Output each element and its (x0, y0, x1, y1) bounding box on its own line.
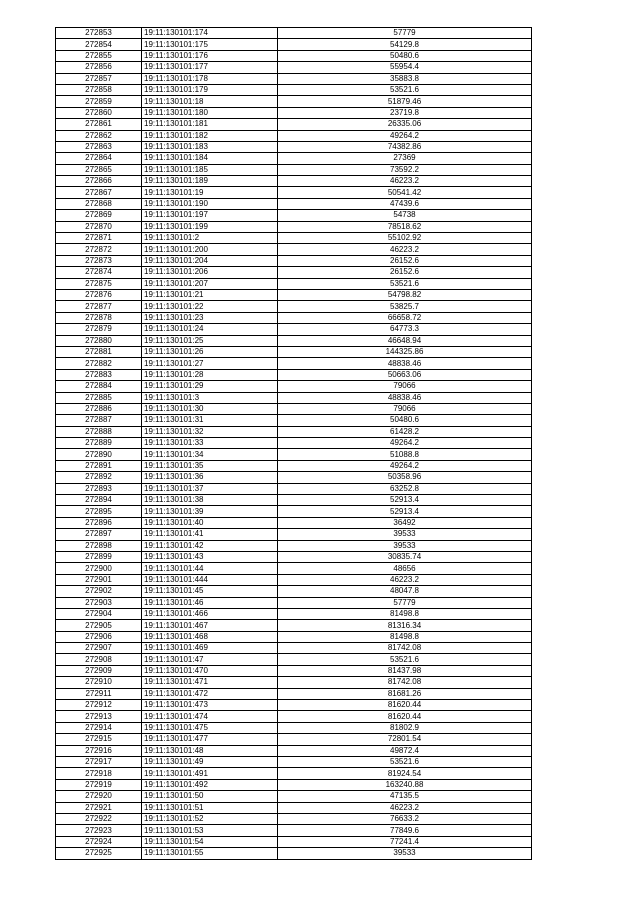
value-cell: 163240.88 (278, 779, 532, 790)
row-id-cell: 272860 (56, 107, 142, 118)
table-row (56, 472, 532, 483)
value-cell: 57779 (278, 597, 532, 608)
cadastral-number-cell: 19:11:130101:175 (142, 39, 278, 50)
table-row (56, 460, 532, 471)
cadastral-number-cell: 19:11:130101:37 (142, 483, 278, 494)
table-row (56, 141, 532, 152)
value-cell: 66658.72 (278, 312, 532, 323)
cadastral-number-cell: 19:11:130101:41 (142, 529, 278, 540)
table-row (56, 700, 532, 711)
cadastral-number-cell: 19:11:130101:19 (142, 187, 278, 198)
value-cell: 78518.62 (278, 221, 532, 232)
cadastral-number-cell: 19:11:130101:34 (142, 449, 278, 460)
table-row (56, 187, 532, 198)
row-id-cell: 272925 (56, 848, 142, 859)
value-cell: 27369 (278, 153, 532, 164)
table-row (56, 802, 532, 813)
value-cell: 39533 (278, 848, 532, 859)
table-row (56, 813, 532, 824)
value-cell: 49872.4 (278, 745, 532, 756)
value-cell: 23719.8 (278, 107, 532, 118)
row-id-cell: 272907 (56, 643, 142, 654)
table-row (56, 358, 532, 369)
value-cell: 73592.2 (278, 164, 532, 175)
value-cell: 46223.2 (278, 244, 532, 255)
table-row (56, 517, 532, 528)
cadastral-number-cell: 19:11:130101:197 (142, 210, 278, 221)
cadastral-number-cell: 19:11:130101:51 (142, 802, 278, 813)
value-cell: 47135.5 (278, 791, 532, 802)
table-row (56, 381, 532, 392)
cadastral-number-cell: 19:11:130101:55 (142, 848, 278, 859)
table-row (56, 73, 532, 84)
table-row (56, 825, 532, 836)
table-row (56, 221, 532, 232)
row-id-cell: 272875 (56, 278, 142, 289)
row-id-cell: 272909 (56, 665, 142, 676)
table-row (56, 495, 532, 506)
cadastral-number-cell: 19:11:130101:25 (142, 335, 278, 346)
cadastral-number-cell: 19:11:130101:32 (142, 426, 278, 437)
row-id-cell: 272862 (56, 130, 142, 141)
row-id-cell: 272904 (56, 608, 142, 619)
row-id-cell: 272861 (56, 119, 142, 130)
table-row (56, 39, 532, 50)
cadastral-number-cell: 19:11:130101:472 (142, 688, 278, 699)
cadastral-number-cell: 19:11:130101:185 (142, 164, 278, 175)
value-cell: 81802.9 (278, 722, 532, 733)
value-cell: 53521.6 (278, 84, 532, 95)
cadastral-number-cell: 19:11:130101:53 (142, 825, 278, 836)
cadastral-number-cell: 19:11:130101:474 (142, 711, 278, 722)
cadastral-number-cell: 19:11:130101:44 (142, 563, 278, 574)
row-id-cell: 272915 (56, 734, 142, 745)
row-id-cell: 272918 (56, 768, 142, 779)
row-id-cell: 272923 (56, 825, 142, 836)
table-row (56, 153, 532, 164)
row-id-cell: 272900 (56, 563, 142, 574)
cadastral-number-cell: 19:11:130101:29 (142, 381, 278, 392)
row-id-cell: 272888 (56, 426, 142, 437)
cadastral-number-cell: 19:11:130101:39 (142, 506, 278, 517)
cadastral-number-cell: 19:11:130101:26 (142, 346, 278, 357)
row-id-cell: 272922 (56, 813, 142, 824)
value-cell: 61428.2 (278, 426, 532, 437)
value-cell: 48656 (278, 563, 532, 574)
table-row (56, 449, 532, 460)
cadastral-number-cell: 19:11:130101:180 (142, 107, 278, 118)
cadastral-number-cell: 19:11:130101:2 (142, 233, 278, 244)
cadastral-number-cell: 19:11:130101:444 (142, 574, 278, 585)
table-row (56, 574, 532, 585)
row-id-cell: 272872 (56, 244, 142, 255)
row-id-cell: 272855 (56, 50, 142, 61)
value-cell: 55102.92 (278, 233, 532, 244)
cadastral-number-cell: 19:11:130101:470 (142, 665, 278, 676)
value-cell: 64773.3 (278, 324, 532, 335)
row-id-cell: 272894 (56, 495, 142, 506)
row-id-cell: 272878 (56, 312, 142, 323)
cadastral-number-cell: 19:11:130101:21 (142, 289, 278, 300)
row-id-cell: 272853 (56, 28, 142, 39)
table-row (56, 164, 532, 175)
table-row (56, 28, 532, 39)
cadastral-number-cell: 19:11:130101:491 (142, 768, 278, 779)
row-id-cell: 272890 (56, 449, 142, 460)
row-id-cell: 272858 (56, 84, 142, 95)
cadastral-number-cell: 19:11:130101:46 (142, 597, 278, 608)
table-row (56, 107, 532, 118)
cadastral-number-cell: 19:11:130101:182 (142, 130, 278, 141)
table-row (56, 198, 532, 209)
cadastral-number-cell: 19:11:130101:52 (142, 813, 278, 824)
value-cell: 36492 (278, 517, 532, 528)
value-cell: 54129.8 (278, 39, 532, 50)
value-cell: 81742.08 (278, 677, 532, 688)
cadastral-number-cell: 19:11:130101:33 (142, 438, 278, 449)
row-id-cell: 272873 (56, 255, 142, 266)
cadastral-number-cell: 19:11:130101:466 (142, 608, 278, 619)
cadastral-number-cell: 19:11:130101:24 (142, 324, 278, 335)
cadastral-number-cell: 19:11:130101:47 (142, 654, 278, 665)
table-row (56, 722, 532, 733)
cadastral-number-cell: 19:11:130101:48 (142, 745, 278, 756)
row-id-cell: 272906 (56, 631, 142, 642)
value-cell: 30835.74 (278, 551, 532, 562)
row-id-cell: 272889 (56, 438, 142, 449)
cadastral-number-cell: 19:11:130101:207 (142, 278, 278, 289)
table-row (56, 392, 532, 403)
table-row (56, 62, 532, 73)
table-row (56, 289, 532, 300)
value-cell: 81924.54 (278, 768, 532, 779)
table-row (56, 665, 532, 676)
row-id-cell: 272865 (56, 164, 142, 175)
table-row (56, 176, 532, 187)
row-id-cell: 272877 (56, 301, 142, 312)
cadastral-number-cell: 19:11:130101:492 (142, 779, 278, 790)
value-cell: 144325.86 (278, 346, 532, 357)
table-row (56, 677, 532, 688)
table-row (56, 324, 532, 335)
row-id-cell: 272859 (56, 96, 142, 107)
value-cell: 46223.2 (278, 574, 532, 585)
value-cell: 50541.42 (278, 187, 532, 198)
table-row (56, 597, 532, 608)
row-id-cell: 272919 (56, 779, 142, 790)
cadastral-number-cell: 19:11:130101:3 (142, 392, 278, 403)
value-cell: 48838.46 (278, 358, 532, 369)
cadastral-number-cell: 19:11:130101:477 (142, 734, 278, 745)
row-id-cell: 272867 (56, 187, 142, 198)
table-row (56, 540, 532, 551)
table-row (56, 426, 532, 437)
cadastral-number-cell: 19:11:130101:36 (142, 472, 278, 483)
row-id-cell: 272892 (56, 472, 142, 483)
data-table (55, 27, 532, 860)
row-id-cell: 272868 (56, 198, 142, 209)
value-cell: 26152.6 (278, 267, 532, 278)
value-cell: 48047.8 (278, 586, 532, 597)
row-id-cell: 272910 (56, 677, 142, 688)
value-cell: 46223.2 (278, 802, 532, 813)
table-row (56, 278, 532, 289)
table-row (56, 96, 532, 107)
row-id-cell: 272899 (56, 551, 142, 562)
row-id-cell: 272917 (56, 757, 142, 768)
cadastral-number-cell: 19:11:130101:30 (142, 403, 278, 414)
row-id-cell: 272902 (56, 586, 142, 597)
table-row (56, 312, 532, 323)
cadastral-number-cell: 19:11:130101:31 (142, 415, 278, 426)
value-cell: 55954.4 (278, 62, 532, 73)
table-row (56, 369, 532, 380)
cadastral-number-cell: 19:11:130101:179 (142, 84, 278, 95)
value-cell: 50480.6 (278, 415, 532, 426)
cadastral-number-cell: 19:11:130101:190 (142, 198, 278, 209)
cadastral-number-cell: 19:11:130101:183 (142, 141, 278, 152)
value-cell: 46223.2 (278, 176, 532, 187)
value-cell: 72801.54 (278, 734, 532, 745)
row-id-cell: 272921 (56, 802, 142, 813)
value-cell: 81620.44 (278, 711, 532, 722)
table-row (56, 267, 532, 278)
cadastral-number-cell: 19:11:130101:199 (142, 221, 278, 232)
row-id-cell: 272896 (56, 517, 142, 528)
row-id-cell: 272879 (56, 324, 142, 335)
row-id-cell: 272887 (56, 415, 142, 426)
value-cell: 81620.44 (278, 700, 532, 711)
value-cell: 49264.2 (278, 438, 532, 449)
cadastral-number-cell: 19:11:130101:468 (142, 631, 278, 642)
value-cell: 81498.8 (278, 608, 532, 619)
value-cell: 81437.98 (278, 665, 532, 676)
table-row (56, 346, 532, 357)
row-id-cell: 272886 (56, 403, 142, 414)
cadastral-number-cell: 19:11:130101:28 (142, 369, 278, 380)
value-cell: 57779 (278, 28, 532, 39)
cadastral-number-cell: 19:11:130101:50 (142, 791, 278, 802)
cadastral-number-cell: 19:11:130101:475 (142, 722, 278, 733)
table-row (56, 586, 532, 597)
value-cell: 46648.94 (278, 335, 532, 346)
table-row (56, 757, 532, 768)
table-row (56, 643, 532, 654)
cadastral-number-cell: 19:11:130101:200 (142, 244, 278, 255)
row-id-cell: 272882 (56, 358, 142, 369)
row-id-cell: 272911 (56, 688, 142, 699)
row-id-cell: 272891 (56, 460, 142, 471)
row-id-cell: 272905 (56, 620, 142, 631)
cadastral-number-cell: 19:11:130101:473 (142, 700, 278, 711)
cadastral-number-cell: 19:11:130101:176 (142, 50, 278, 61)
cadastral-number-cell: 19:11:130101:27 (142, 358, 278, 369)
cadastral-number-cell: 19:11:130101:204 (142, 255, 278, 266)
row-id-cell: 272880 (56, 335, 142, 346)
cadastral-number-cell: 19:11:130101:49 (142, 757, 278, 768)
value-cell: 47439.6 (278, 198, 532, 209)
table-row (56, 335, 532, 346)
value-cell: 51879.46 (278, 96, 532, 107)
table-row (56, 403, 532, 414)
value-cell: 35883.8 (278, 73, 532, 84)
row-id-cell: 272881 (56, 346, 142, 357)
table-row (56, 210, 532, 221)
value-cell: 53521.6 (278, 654, 532, 665)
row-id-cell: 272916 (56, 745, 142, 756)
cadastral-number-cell: 19:11:130101:206 (142, 267, 278, 278)
row-id-cell: 272898 (56, 540, 142, 551)
row-id-cell: 272885 (56, 392, 142, 403)
cadastral-number-cell: 19:11:130101:178 (142, 73, 278, 84)
row-id-cell: 272908 (56, 654, 142, 665)
cadastral-number-cell: 19:11:130101:40 (142, 517, 278, 528)
row-id-cell: 272866 (56, 176, 142, 187)
table-row (56, 50, 532, 61)
value-cell: 79066 (278, 381, 532, 392)
table-row (56, 848, 532, 859)
row-id-cell: 272857 (56, 73, 142, 84)
row-id-cell: 272854 (56, 39, 142, 50)
table-row (56, 301, 532, 312)
value-cell: 63252.8 (278, 483, 532, 494)
value-cell: 50480.6 (278, 50, 532, 61)
value-cell: 53521.6 (278, 278, 532, 289)
value-cell: 54738 (278, 210, 532, 221)
value-cell: 53825.7 (278, 301, 532, 312)
value-cell: 52913.4 (278, 495, 532, 506)
value-cell: 81681.26 (278, 688, 532, 699)
table-row (56, 631, 532, 642)
value-cell: 49264.2 (278, 460, 532, 471)
table-row (56, 688, 532, 699)
table-row (56, 130, 532, 141)
value-cell: 48838.46 (278, 392, 532, 403)
table-body (56, 28, 532, 860)
row-id-cell: 272871 (56, 233, 142, 244)
row-id-cell: 272914 (56, 722, 142, 733)
table-row (56, 563, 532, 574)
table-row (56, 84, 532, 95)
row-id-cell: 272856 (56, 62, 142, 73)
row-id-cell: 272883 (56, 369, 142, 380)
cadastral-number-cell: 19:11:130101:42 (142, 540, 278, 551)
table-row (56, 768, 532, 779)
cadastral-number-cell: 19:11:130101:181 (142, 119, 278, 130)
row-id-cell: 272924 (56, 836, 142, 847)
value-cell: 39533 (278, 529, 532, 540)
value-cell: 79066 (278, 403, 532, 414)
cadastral-number-cell: 19:11:130101:35 (142, 460, 278, 471)
row-id-cell: 272893 (56, 483, 142, 494)
table-row (56, 779, 532, 790)
row-id-cell: 272864 (56, 153, 142, 164)
value-cell: 49264.2 (278, 130, 532, 141)
cadastral-number-cell: 19:11:130101:189 (142, 176, 278, 187)
row-id-cell: 272870 (56, 221, 142, 232)
value-cell: 81742.08 (278, 643, 532, 654)
table-row (56, 836, 532, 847)
table-row (56, 734, 532, 745)
table-row (56, 244, 532, 255)
row-id-cell: 272863 (56, 141, 142, 152)
value-cell: 74382.86 (278, 141, 532, 152)
row-id-cell: 272874 (56, 267, 142, 278)
table-row (56, 233, 532, 244)
table-row (56, 506, 532, 517)
value-cell: 51088.8 (278, 449, 532, 460)
cadastral-number-cell: 19:11:130101:184 (142, 153, 278, 164)
table-row (56, 745, 532, 756)
value-cell: 81498.8 (278, 631, 532, 642)
row-id-cell: 272895 (56, 506, 142, 517)
value-cell: 52913.4 (278, 506, 532, 517)
value-cell: 26335.06 (278, 119, 532, 130)
value-cell: 26152.6 (278, 255, 532, 266)
row-id-cell: 272912 (56, 700, 142, 711)
row-id-cell: 272884 (56, 381, 142, 392)
cadastral-number-cell: 19:11:130101:54 (142, 836, 278, 847)
table-row (56, 438, 532, 449)
table-row (56, 608, 532, 619)
cadastral-number-cell: 19:11:130101:43 (142, 551, 278, 562)
value-cell: 81316.34 (278, 620, 532, 631)
value-cell: 77241.4 (278, 836, 532, 847)
table-row (56, 791, 532, 802)
table-row (56, 654, 532, 665)
cadastral-number-cell: 19:11:130101:18 (142, 96, 278, 107)
row-id-cell: 272901 (56, 574, 142, 585)
table-row (56, 119, 532, 130)
row-id-cell: 272897 (56, 529, 142, 540)
value-cell: 50358.96 (278, 472, 532, 483)
table-row (56, 415, 532, 426)
cadastral-number-cell: 19:11:130101:471 (142, 677, 278, 688)
value-cell: 54798.82 (278, 289, 532, 300)
value-cell: 50663.06 (278, 369, 532, 380)
table-row (56, 551, 532, 562)
value-cell: 39533 (278, 540, 532, 551)
value-cell: 77849.6 (278, 825, 532, 836)
cadastral-number-cell: 19:11:130101:22 (142, 301, 278, 312)
table-row (56, 711, 532, 722)
row-id-cell: 272920 (56, 791, 142, 802)
table-row (56, 255, 532, 266)
row-id-cell: 272903 (56, 597, 142, 608)
cadastral-number-cell: 19:11:130101:467 (142, 620, 278, 631)
table-row (56, 483, 532, 494)
cadastral-number-cell: 19:11:130101:177 (142, 62, 278, 73)
table-row (56, 529, 532, 540)
cadastral-number-cell: 19:11:130101:174 (142, 28, 278, 39)
cadastral-number-cell: 19:11:130101:38 (142, 495, 278, 506)
cadastral-number-cell: 19:11:130101:23 (142, 312, 278, 323)
value-cell: 53521.6 (278, 757, 532, 768)
table-row (56, 620, 532, 631)
row-id-cell: 272869 (56, 210, 142, 221)
row-id-cell: 272913 (56, 711, 142, 722)
value-cell: 76633.2 (278, 813, 532, 824)
cadastral-number-cell: 19:11:130101:469 (142, 643, 278, 654)
cadastral-number-cell: 19:11:130101:45 (142, 586, 278, 597)
row-id-cell: 272876 (56, 289, 142, 300)
